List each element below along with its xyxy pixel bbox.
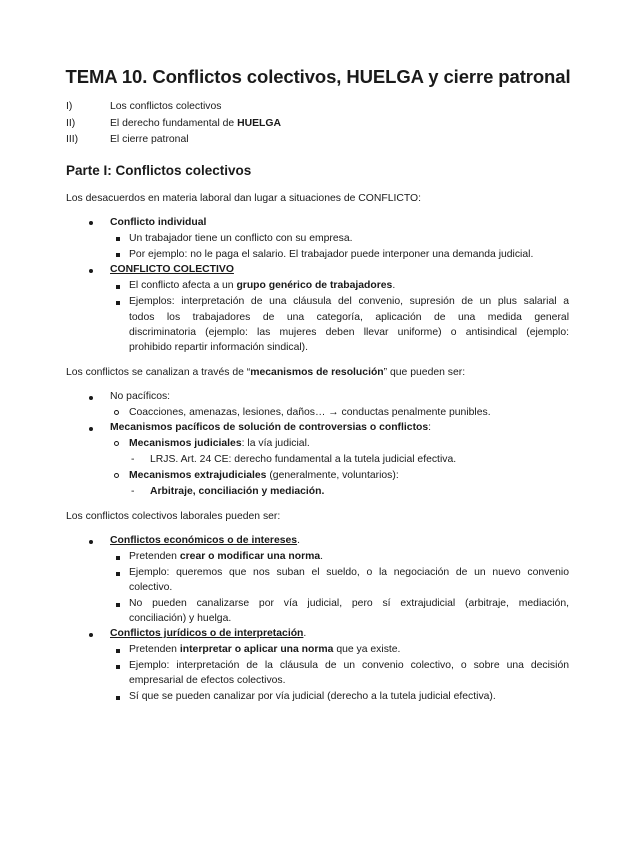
page-title: TEMA 10. Conflictos colectivos, HUELGA y cierre patronal: [65, 66, 571, 87]
pacificos-heading: Mecanismos pacíficos de solución de controversias o conflictos:: [110, 422, 432, 433]
list-item-line: prohibido repartir información sindical).: [129, 342, 309, 353]
bullet-icon: [89, 269, 93, 273]
circle-bullet-icon: [114, 410, 119, 415]
list-item: Sí que se pueden canalizar por vía judicial (derecho a la tutela judicial efectiva).: [129, 691, 496, 702]
list-item-line: todos los trabajadores de una categoría, aplicación de una medida general: [129, 312, 569, 323]
list-item-line: Ejemplo: queremos que nos suban el sueldo, o la negociación de un nuevo convenio: [129, 567, 569, 578]
circle-bullet-icon: [114, 473, 119, 478]
dash-bullet: -: [131, 486, 135, 497]
index-number: I): [66, 101, 73, 112]
list-item-line: conciliación) y huelga.: [129, 613, 232, 624]
square-bullet-icon: [116, 237, 120, 241]
bullet-icon: [89, 396, 93, 400]
square-bullet-icon: [116, 301, 120, 305]
bullet-icon: [89, 540, 93, 544]
list-item: LRJS. Art. 24 CE: derecho fundamental a la tutela judicial efectiva.: [150, 454, 457, 465]
dash-bullet: -: [131, 454, 135, 465]
individual-heading: Conflicto individual: [110, 217, 207, 228]
mecanismos-intro: Los conflictos se canalizan a través de “mecanismos de resolución” que pueden ser:: [66, 367, 466, 378]
section-heading: Parte I: Conflictos colectivos: [66, 163, 252, 178]
tipos-intro: Los conflictos colectivos laborales pueden ser:: [66, 511, 281, 522]
list-item: Mecanismos judiciales: la vía judicial.: [129, 438, 310, 449]
list-item: Mecanismos extrajudiciales (generalmente, voluntarios):: [129, 470, 399, 481]
list-item: Un trabajador tiene un conflicto con su empresa.: [129, 233, 353, 244]
circle-bullet-icon: [114, 441, 119, 446]
list-item-line: empresarial de efectos colectivos.: [129, 675, 286, 686]
index-item: El cierre patronal: [110, 134, 189, 145]
no-pacificos-heading: No pacíficos:: [110, 391, 171, 402]
list-item-line: No pueden canalizarse por vía judicial, pero sí extrajudicial (arbitraje, mediación,: [129, 598, 569, 609]
index-item: El derecho fundamental de HUELGA: [110, 118, 281, 129]
square-bullet-icon: [116, 649, 120, 653]
bullet-icon: [89, 427, 93, 431]
index-item: Los conflictos colectivos: [110, 101, 222, 112]
economicos-heading: Conflictos económicos o de intereses.: [110, 535, 300, 546]
list-item-line: Ejemplos: interpretación de una cláusula del convenio, supresión de un plus salarial a: [129, 296, 569, 307]
colectivo-heading: CONFLICTO COLECTIVO: [110, 264, 234, 275]
list-item-line: colectivo.: [129, 582, 173, 593]
index-number: III): [66, 134, 79, 145]
list-item: Arbitraje, conciliación y mediación.: [150, 486, 325, 497]
list-item: Pretenden interpretar o aplicar una norma que ya existe.: [129, 644, 401, 655]
list-item-line: discriminatoria (ejemplo: las mujeres deben llevar uniforme) o antisindical (ejemplo:: [129, 327, 569, 338]
square-bullet-icon: [116, 665, 120, 669]
square-bullet-icon: [116, 556, 120, 560]
square-bullet-icon: [116, 285, 120, 289]
list-item: Pretenden crear o modificar una norma.: [129, 551, 324, 562]
list-item: El conflicto afecta a un grupo genérico de trabajadores.: [129, 280, 396, 291]
intro-paragraph: Los desacuerdos en materia laboral dan lugar a situaciones de CONFLICTO:: [66, 193, 422, 204]
list-item: Por ejemplo: no le paga el salario. El trabajador puede interponer una demanda judicial.: [129, 249, 534, 260]
bullet-icon: [89, 221, 93, 225]
square-bullet-icon: [116, 603, 120, 607]
square-bullet-icon: [116, 572, 120, 576]
square-bullet-icon: [116, 253, 120, 257]
bullet-icon: [89, 633, 93, 637]
list-item-line: Ejemplo: interpretación de la cláusula de un convenio colectivo, o sobre una decisión: [129, 660, 569, 671]
index-number: II): [66, 118, 76, 129]
juridicos-heading: Conflictos jurídicos o de interpretación.: [110, 628, 307, 639]
list-item: Coacciones, amenazas, lesiones, daños… → conductas penalmente punibles.: [129, 407, 491, 418]
square-bullet-icon: [116, 696, 120, 700]
